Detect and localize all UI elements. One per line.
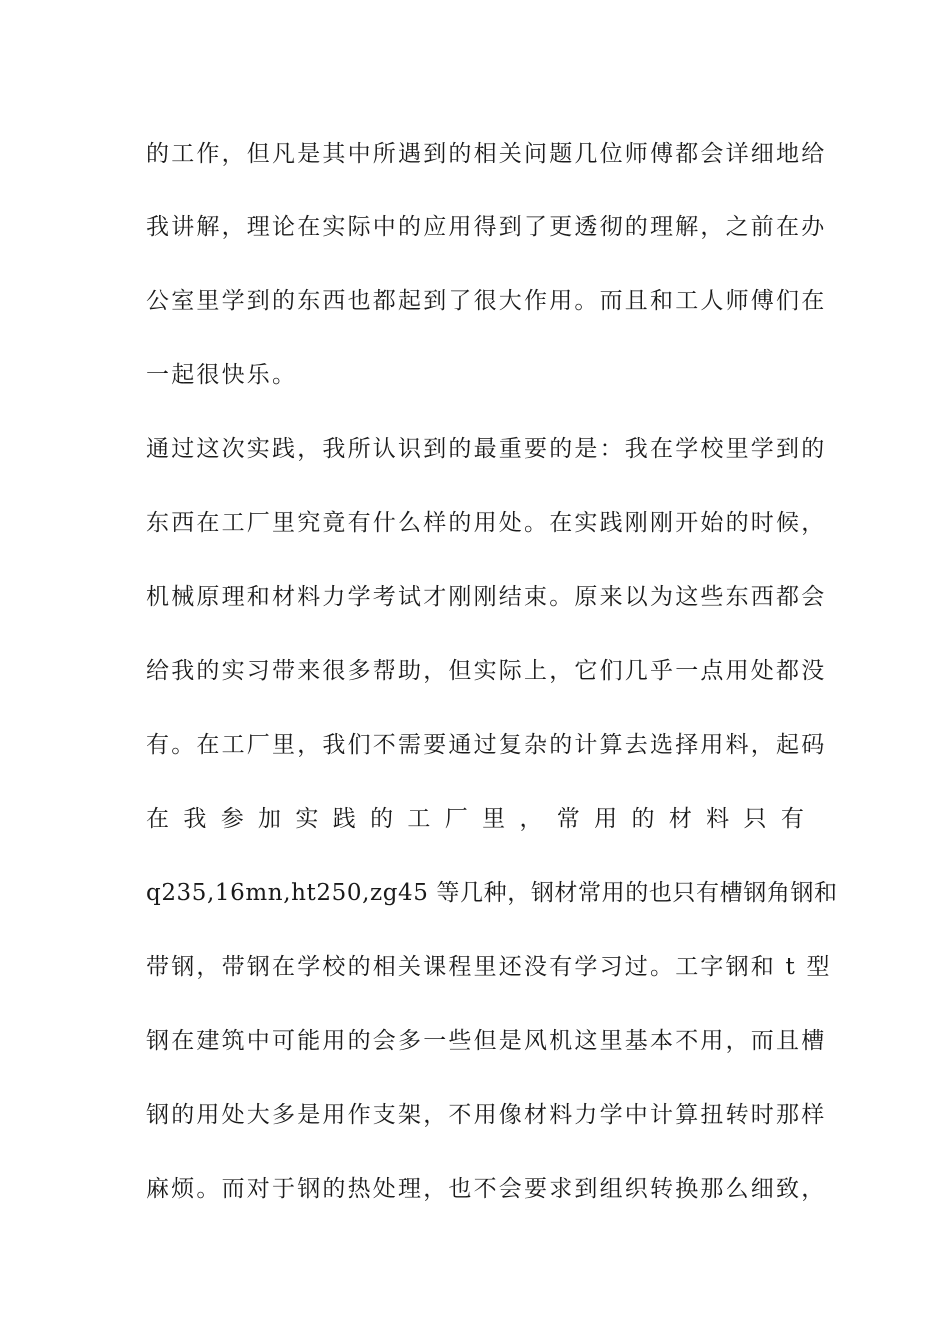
text-line: 机械原理和材料力学考试才刚刚结束。原来以为这些东西都会	[146, 584, 827, 610]
justified-char: ，	[519, 806, 543, 832]
text-line: 麻烦。而对于钢的热处理，也不会要求到组织转换那么细致，	[146, 1176, 827, 1202]
justified-char: 的	[631, 806, 655, 832]
justified-char: 参	[220, 806, 244, 832]
text-line: 带钢，带钢在学校的相关课程里还没有学习过。工字钢和 t 型	[146, 954, 832, 980]
text-line: 一起很快乐。	[146, 362, 298, 388]
text-line: 我讲解，理论在实际中的应用得到了更透彻的理解，之前在办	[146, 214, 827, 240]
text-line: 给我的实习带来很多帮助，但实际上，它们几乎一点用处都没	[146, 658, 827, 684]
justified-char: 料	[706, 806, 730, 832]
justified-char: 里	[482, 806, 506, 832]
justified-char: 践	[332, 806, 356, 832]
justified-char: 只	[743, 806, 767, 832]
text-line: 有。在工厂里，我们不需要通过复杂的计算去选择用料，起码	[146, 732, 827, 758]
text-line: 的工作，但凡是其中所遇到的相关问题几位师傅都会详细地给	[146, 141, 827, 167]
justified-char: 我	[183, 806, 207, 832]
justified-char: 加	[258, 806, 282, 832]
text-line: 钢的用处大多是用作支架，不用像材料力学中计算扭转时那样	[146, 1102, 827, 1128]
text-line: 公室里学到的东西也都起到了很大作用。而且和工人师傅们在	[146, 288, 827, 314]
justified-char: 常	[556, 806, 580, 832]
justified-char: 材	[668, 806, 692, 832]
text-line: q235,16mn,ht250,zg45 等几种，钢材常用的也只有槽钢角钢和	[146, 880, 838, 906]
text-line: 钢在建筑中可能用的会多一些但是风机这里基本不用，而且槽	[146, 1028, 827, 1054]
justified-char: 的	[370, 806, 394, 832]
justified-char: 有	[780, 806, 804, 832]
text-line-justified	[146, 799, 804, 839]
justified-char: 实	[295, 806, 319, 832]
justified-char: 厂	[444, 806, 468, 832]
justified-char: 用	[594, 806, 618, 832]
justified-char: 工	[407, 806, 431, 832]
justified-char: 在	[146, 806, 169, 832]
text-line: 通过这次实践，我所认识到的最重要的是：我在学校里学到的	[146, 436, 827, 462]
text-line: 东西在工厂里究竟有什么样的用处。在实践刚刚开始的时候，	[146, 510, 827, 536]
